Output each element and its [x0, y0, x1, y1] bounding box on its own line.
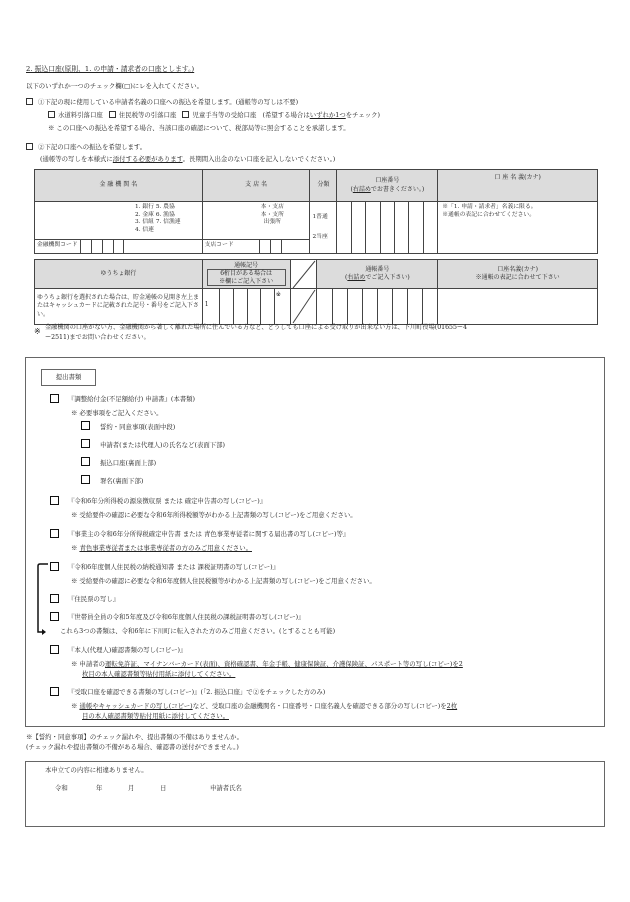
account-number-header: 口座番号 (右詰めでお書きください。)	[337, 170, 438, 202]
doc4-label: 『令和6年度個人住民税の納税通知書 または 課税証明書の写し(コピー)』	[68, 563, 279, 571]
water-checkbox[interactable]	[48, 111, 55, 118]
far-note-mark: ※	[34, 327, 41, 336]
bracket-arrow	[36, 562, 50, 638]
option2-row[interactable]	[26, 143, 146, 152]
branch-type-list: 本・支店 本・支所 出張所	[260, 204, 284, 226]
doc1-item1-checkbox[interactable]	[81, 421, 90, 431]
doc3-label: 『事業主の令和6年分所得税確定申告書 または 青色事業専従者に関する届出書の写し(コピー)等』	[68, 530, 350, 538]
child-label: 児童手当等の受給口座	[192, 111, 257, 119]
doc1-item3-label: 振込口座(裏面上部)	[100, 459, 157, 467]
far-note-line2: ー2511)までお問い合わせください。	[45, 334, 150, 341]
symbol-first-digit: 1	[203, 289, 221, 324]
yucho-number-cell[interactable]	[317, 289, 438, 325]
doc2-checkbox[interactable]	[50, 496, 59, 506]
declaration-statement: 本申立ての内容に相違ありません。	[45, 766, 148, 774]
doc7-note: ※ 申請者の運転免許証、マイナンバーカード(表面)、資格確認書、年金手帳、健康保険証、介護保険証、パスポート等の写し(コピー)を2	[71, 660, 463, 668]
option1-checkbox[interactable]	[26, 98, 33, 105]
doc6-label: 『世帯員全員の令和5年度及び令和6年度個人住民税の課税証明書の写し(コピー)』	[68, 613, 305, 621]
applicant-name-field[interactable]	[250, 784, 580, 794]
holder-note-1: ※「1. 申請・請求者」名義に限る。	[442, 204, 537, 210]
doc3-note: ※ 青色事業専従者または事業専従者の方のみご用意ください。	[71, 544, 252, 552]
doc6-checkbox[interactable]	[50, 612, 59, 622]
account-type-cell[interactable]	[310, 202, 337, 254]
account-holder-cell[interactable]	[438, 202, 598, 254]
slash-mark	[291, 260, 318, 289]
holder-note-2: ※通帳の表記に合わせてください。	[442, 211, 535, 218]
yucho-holder-cell[interactable]	[438, 289, 598, 325]
applicant-name-label: 申請者氏名	[210, 784, 242, 792]
doc1-note: ※ 必要事項をご記入ください。	[71, 409, 163, 417]
doc1-item4-label: 署名(裏面下部)	[100, 477, 144, 485]
branch-name-cell[interactable]	[202, 202, 310, 254]
account-number-cell[interactable]	[337, 202, 438, 254]
date-era: 令和	[55, 784, 68, 792]
date-day[interactable]: 日	[160, 784, 167, 792]
doc7-checkbox[interactable]	[50, 645, 59, 655]
tax-checkbox[interactable]	[109, 111, 116, 118]
sub-note-underlined: いずれか1つ	[309, 111, 346, 119]
option2-label: ②下記の口座への振込を希望します。	[38, 143, 147, 151]
doc7-label: 『本人(代理人)確認書類の写し(コピー)』	[68, 646, 187, 654]
doc1-item1-label: 誓約・同意事項(表面中段)	[100, 423, 176, 431]
doc5-label: 『住民票の写し』	[68, 595, 120, 603]
doc4-note: ※ 受給要件の確認に必要な令和6年度個人住民税額等がわかる上記書類の写し(コピー)をご用意ください。	[71, 577, 376, 585]
doc1-item2-label: 申請者(または代理人)の氏名など(表面下部)	[100, 441, 226, 449]
option1-label: ①下記の現に使用している申請者名義の口座への振込を希望します。(通帳等の写しは不要)	[38, 98, 299, 106]
sub-note-prefix: (希望する場合は	[262, 111, 310, 119]
yucho-symbol-cell[interactable]	[202, 289, 290, 325]
yucho-table	[34, 259, 598, 325]
date-year[interactable]: 年	[96, 784, 103, 792]
date-month[interactable]: 月	[128, 784, 135, 792]
account-holder-header: 口 座 名 義(カナ)	[438, 170, 598, 202]
option2-note: (通帳等の写しを本様式に添付する必要があります。長期間入出金のない口座を記入しないでください。)	[40, 155, 336, 163]
branch-code-label: 支店コード	[204, 242, 234, 248]
doc7-note-line2: 枚目の本人確認書類等貼付用紙に添付してください。	[82, 670, 236, 678]
symbol-star: ※	[275, 291, 281, 298]
far-note-line1: 金融機関の口座がない方、金融機関から著しく離れた場所に住んでいる方など、どうしても口座による受け取りが出来ない方は、下川町役場(01655ー4	[45, 324, 468, 331]
bank-type-list: 1. 銀行 5. 農協 2. 金庫 6. 漁協 3. 信組 7. 信漁連 4. 信連	[135, 204, 181, 233]
doc1-label: 『調整給付金(不足額給付) 申請書』(本書類)	[68, 395, 196, 403]
yucho-slash-cell-2	[290, 289, 317, 325]
doc2-note: ※ 受給要件の確認に必要な令和6年所得税額等がわかる上記書類の写し(コピー)をご用意ください。	[71, 511, 357, 519]
doc8-checkbox[interactable]	[50, 687, 59, 697]
warning-line1: ※【誓約・同意事項】のチェック漏れや、提出書類の不備はありませんか。	[26, 733, 243, 741]
doc456-note: これら3つの書類は、令和6年に下川町に転入された方のみご用意ください。(とすることも可能)	[60, 627, 336, 635]
doc8-label: 『受取口座を確認できる書類の写し(コピー)』(「2. 振込口座」で②をチェックした方のみ)	[68, 688, 326, 696]
doc1-checkbox[interactable]	[50, 394, 59, 403]
doc3-checkbox[interactable]	[50, 529, 59, 539]
doc2-label: 『令和6年分所得税の源泉徴収票 または 確定申告書の写し(コピー)』	[68, 497, 267, 505]
yucho-desc: ゆうちょ銀行を選択された場合は、貯金通帳の見開き左上またはキャッシュカードに記載された記号・番号をご記入下さい。	[35, 289, 203, 325]
bank-table	[34, 169, 598, 254]
yucho-number-header: 通帳番号 (右詰めでご記入下さい)	[317, 260, 438, 289]
doc5-checkbox[interactable]	[50, 594, 59, 604]
branch-name-header: 支 店 名	[202, 170, 310, 202]
sub-note-suffix: をチェック)	[345, 111, 381, 119]
warning-line2: (チェック漏れや提出書類の不備がある場合、確認書の送付ができません。)	[26, 743, 239, 751]
bank-name-header: 金 融 機 関 名	[35, 170, 203, 202]
section-instruction: 以下のいずれか一つのチェック欄(□)にレを入れてください。	[26, 82, 203, 90]
bank-code-row[interactable]	[35, 239, 202, 253]
option2-checkbox[interactable]	[26, 143, 33, 150]
yucho-holder-header: 口座名義(カナ) ※通帳の表記に合わせて下さい	[438, 260, 598, 289]
doc1-row[interactable]	[50, 394, 59, 404]
bank-name-cell[interactable]	[35, 202, 203, 254]
yucho-header: ゆうちょ銀行	[35, 260, 203, 289]
section-heading: 2. 振込口座(原則、1. の申請・請求者の口座とします。)	[26, 65, 195, 73]
documents-title: 提出書類	[41, 369, 96, 386]
option1-suboptions	[48, 111, 380, 120]
account-type-header: 分類	[310, 170, 337, 202]
account-type-normal: 1普通	[312, 213, 328, 220]
doc1-item4-checkbox[interactable]	[81, 475, 90, 485]
branch-code-row[interactable]	[203, 239, 310, 253]
account-type-current: 2当座	[312, 233, 328, 240]
bank-code-label: 金融機関コード	[37, 242, 78, 248]
option1-row[interactable]	[26, 98, 298, 107]
yucho-symbol-header: 通帳記号 6桁目がある場合は ※欄にご記入下さい	[202, 260, 290, 289]
yucho-slash-cell	[290, 260, 317, 289]
doc8-note-line2: 目の本人確認書類等貼付用紙に添付してください。	[82, 712, 229, 720]
water-label: 水道料引落口座	[58, 111, 103, 119]
doc1-item2-checkbox[interactable]	[81, 439, 90, 449]
doc1-item3-checkbox[interactable]	[81, 457, 90, 467]
doc4-checkbox[interactable]	[50, 562, 59, 572]
tax-label: 住民税等の引落口座	[118, 111, 177, 119]
child-checkbox[interactable]	[182, 111, 189, 118]
doc8-note: ※ 通帳やキャッシュカードの写し(コピー)など、受取口座の金融機関名・口座番号・口座名義人を確認できる部分の写し(コピー)を2枚	[71, 702, 458, 710]
option1-consent: ※ この口座への振込を希望する場合、当該口座の確認について、税部局等に照会することを承諾します。	[48, 124, 350, 132]
